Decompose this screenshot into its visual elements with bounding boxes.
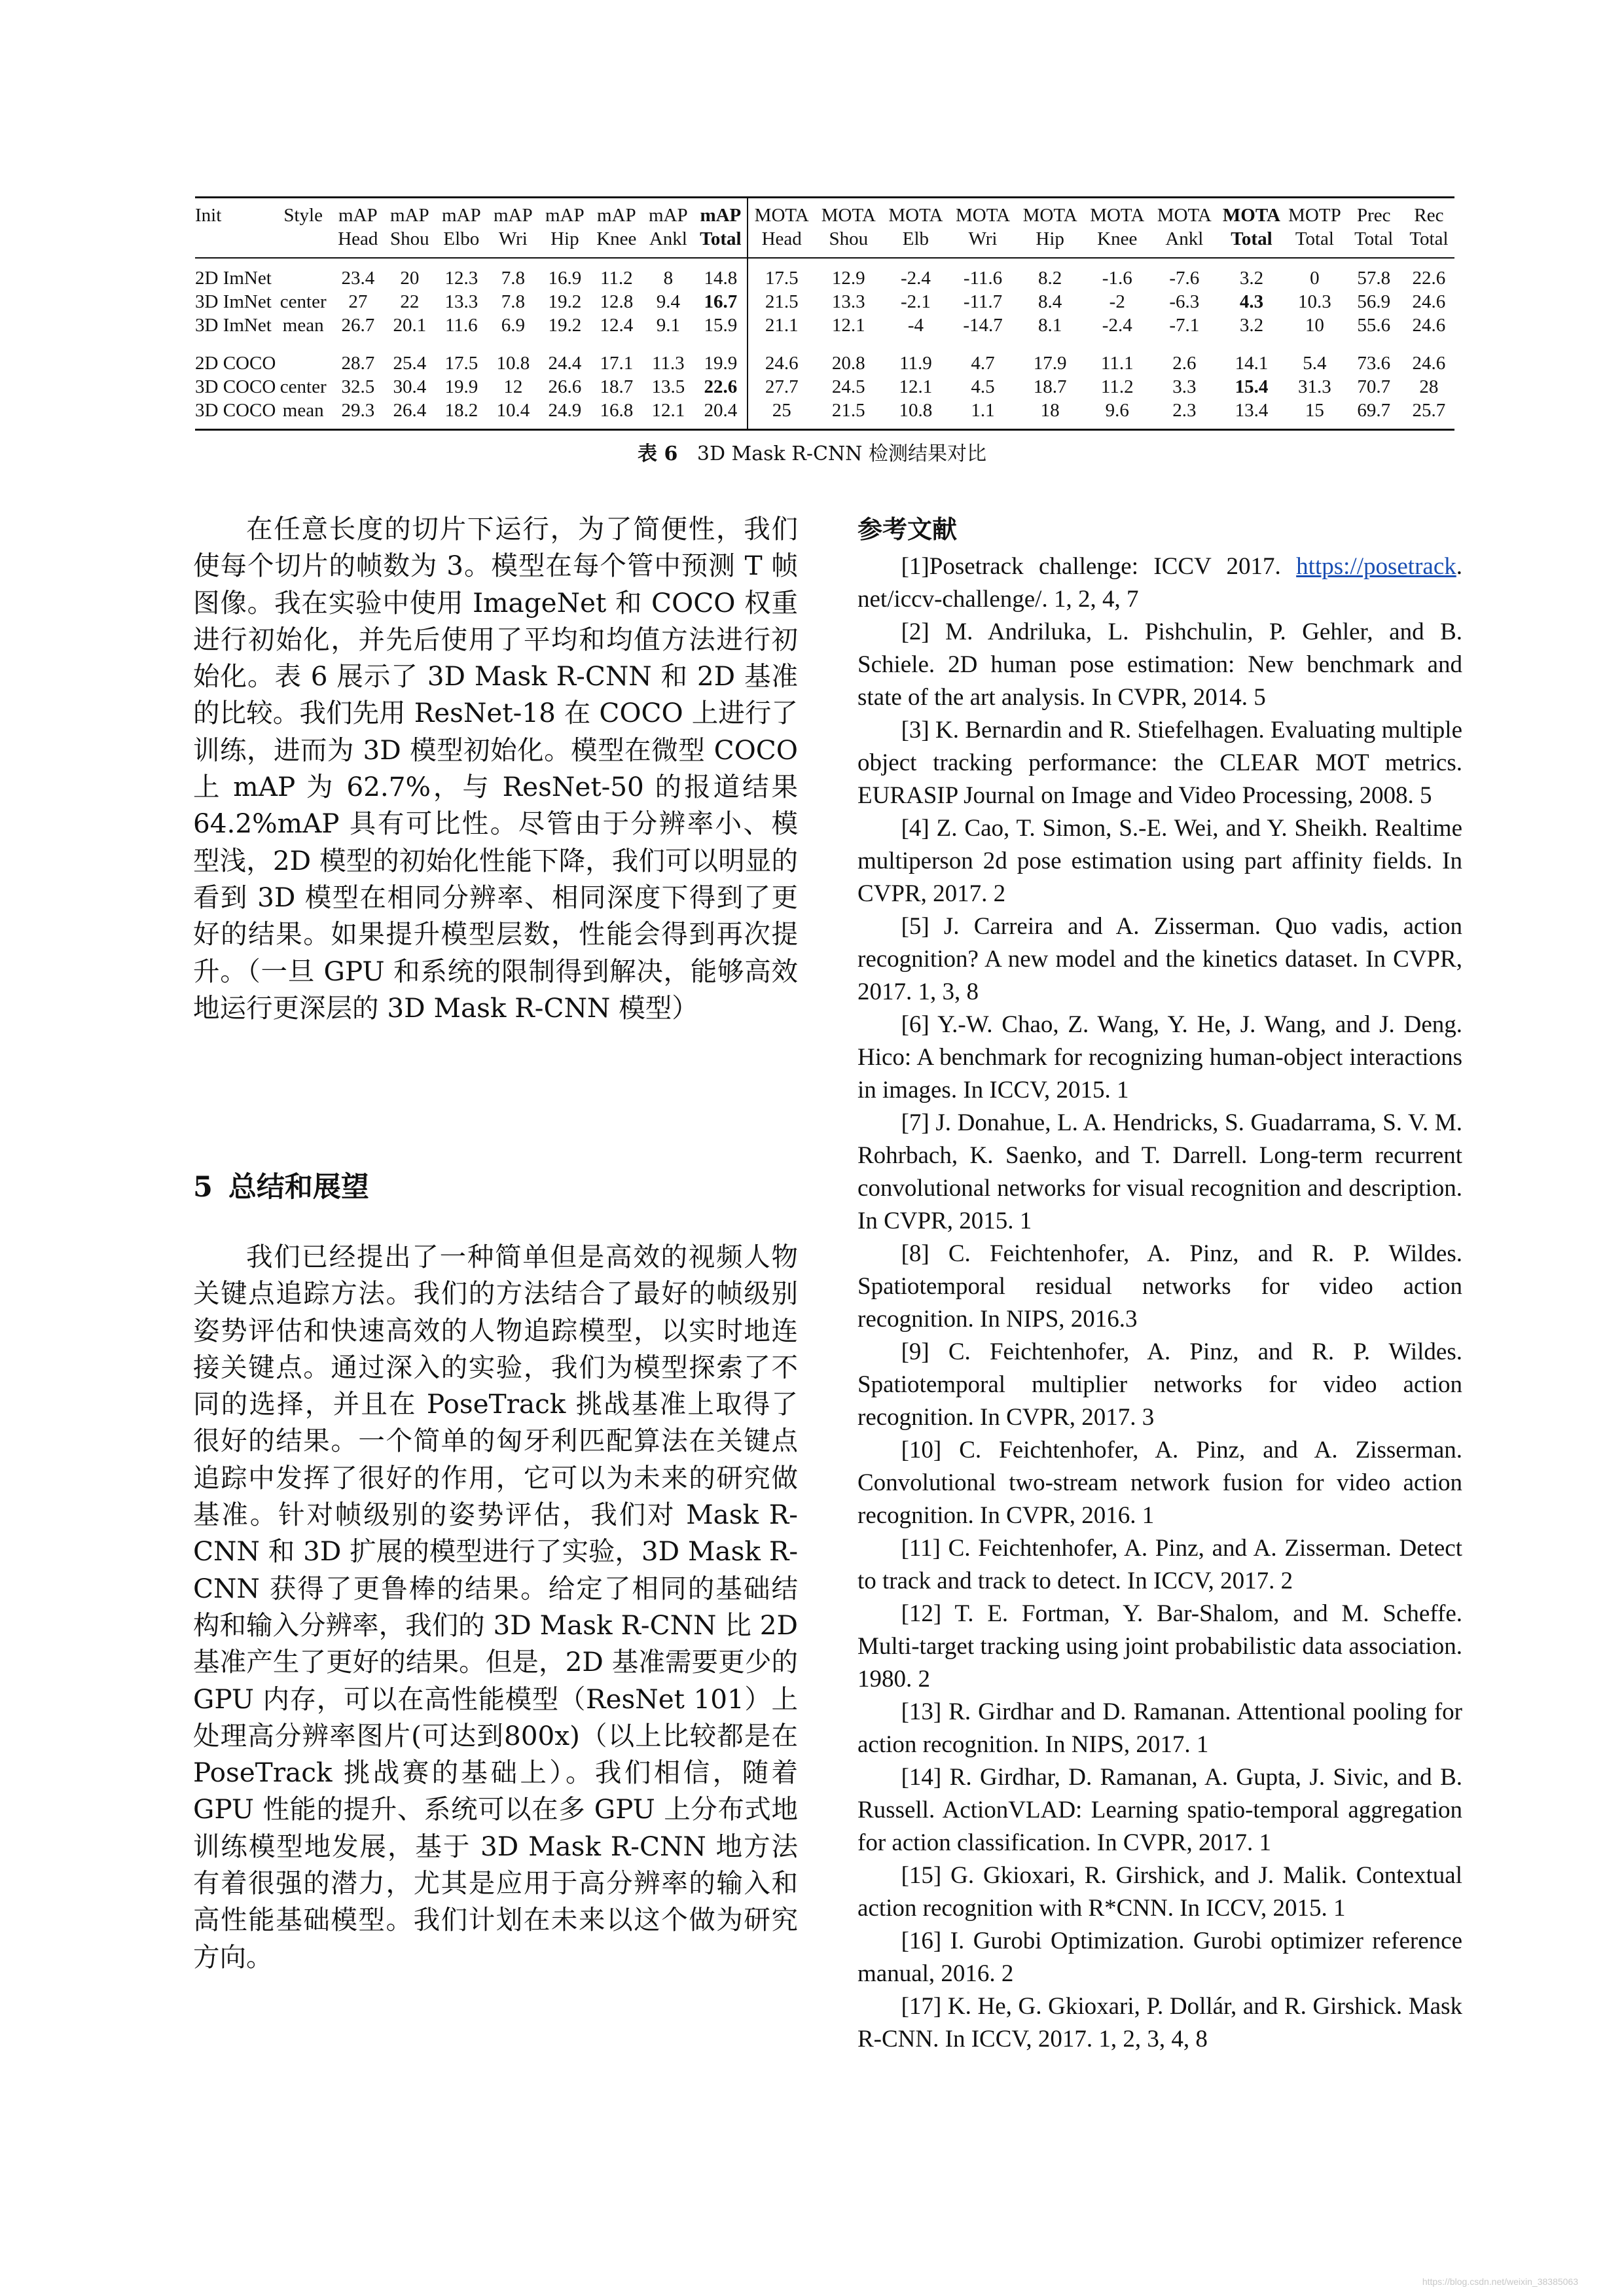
reference-item: [16] I. Gurobi Optimization. Gurobi optimizer reference manual, 2016. 2 <box>857 1928 1462 1987</box>
reference-item: [5] J. Carreira and A. Zisserman. Quo vadis, action recognition? A new model and the kinetics dataset. In CVPR, 2017. 1, 3, 8 <box>857 913 1462 1005</box>
column-header: Shou <box>389 228 429 249</box>
table-cell: 14.1 <box>1235 353 1269 374</box>
column-header: Style <box>283 205 323 226</box>
table-cell: 12.3 <box>444 268 478 289</box>
reference-item: [3] K. Bernardin and R. Stiefelhagen. Evaluating multiple object tracking performance: the CLEAR MOT metrics. EURASIP Journal on Image and Video Processing, 2008. 5 <box>857 717 1462 809</box>
table-cell: 6.9 <box>501 315 525 336</box>
table-cell: 10.8 <box>899 400 933 421</box>
column-header: Wri <box>968 228 998 249</box>
table-cell: 24.5 <box>831 376 865 397</box>
reference-item: [6] Y.-W. Chao, Z. Wang, Y. He, J. Wang, and J. Deng. Hico: A benchmark for recognizing human-object interactions in images. In ICCV, 2015. 1 <box>857 1011 1462 1103</box>
table-cell: 7.8 <box>501 291 525 312</box>
table-cell: 4.7 <box>971 353 995 374</box>
table-cell: 29.3 <box>341 400 375 421</box>
table-cell: 56.9 <box>1357 291 1391 312</box>
table-cell: 9.6 <box>1105 400 1129 421</box>
column-header: MOTP <box>1288 205 1341 226</box>
table-cell: 55.6 <box>1357 315 1391 336</box>
column-header: MOTA <box>1090 205 1145 226</box>
column-header: Knee <box>596 228 637 249</box>
table-row <box>195 258 1454 290</box>
table-cell: 26.4 <box>393 400 427 421</box>
table-cell: -7.6 <box>1169 268 1200 289</box>
table-cell: 14.8 <box>704 268 738 289</box>
column-header: Total <box>1295 228 1334 249</box>
table-cell: 24.4 <box>548 353 582 374</box>
table-row <box>195 314 1454 344</box>
table-cell: 11.9 <box>899 353 932 374</box>
row-style-label: mean <box>282 315 324 336</box>
row-style-label <box>274 344 332 375</box>
reference-item: [9] C. Feichtenhofer, A. Pinz, and R. P. Wildes. Spatiotemporal multiplier networks for video action recognition. In CVPR, 2017. 3 <box>857 1338 1462 1431</box>
watermark-url: https://blog.csdn.net/weixin_38385063 <box>1422 2276 1578 2287</box>
table-cell: 17.5 <box>444 353 478 374</box>
column-header: Ankl <box>649 228 687 249</box>
reference-item: [8] C. Feichtenhofer, A. Pinz, and R. P. Wildes. Spatiotemporal residual networks for video action recognition. In NIPS, 2016.3 <box>857 1240 1462 1333</box>
table-cell: 27 <box>348 291 368 312</box>
table-group-coco <box>195 344 1454 430</box>
reference-item: [12] T. E. Fortman, Y. Bar-Shalom, and M. Scheffe. Multi-target tracking using joint probabilistic data association. 1980. 2 <box>857 1600 1462 1693</box>
table-cell: 16.7 <box>704 291 738 312</box>
table-cell: 30.4 <box>393 376 427 397</box>
table-cell: 18 <box>1040 400 1060 421</box>
table-cell: 26.6 <box>548 376 582 397</box>
table-cell: 26.7 <box>341 315 375 336</box>
reference-item: [17] K. He, G. Gkioxari, P. Dollár, and R. Girshick. Mask R-CNN. In ICCV, 2017. 1, 2, 3, 4, 8 <box>857 1993 1462 2053</box>
column-header: Total <box>700 228 742 249</box>
reference-item: [7] J. Donahue, L. A. Hendricks, S. Guadarrama, S. V. M. Rohrbach, K. Saenko, and T. Darrell. Long-term recurrent convolutional networks for visual recognition and description. In CVPR, 2015. 1 <box>857 1109 1462 1234</box>
table-cell: 28 <box>1419 376 1439 397</box>
table-cell: 4.3 <box>1239 291 1264 312</box>
table-cell: 25 <box>748 399 815 430</box>
references-column <box>857 514 1462 2056</box>
column-header: Hip <box>1036 228 1064 249</box>
table-cell: 10.3 <box>1298 291 1331 312</box>
table-cell: 13.3 <box>444 291 478 312</box>
table-cell: 18.7 <box>600 376 634 397</box>
table-cell: -11.7 <box>963 291 1003 312</box>
table-cell: 15.4 <box>1235 376 1269 397</box>
column-header: mAP <box>493 205 533 226</box>
table-cell: -14.7 <box>963 315 1003 336</box>
row-style-label: center <box>280 376 327 397</box>
results-table-container <box>195 196 1454 431</box>
column-header: MOTA <box>1222 205 1280 226</box>
column-header: mAP <box>389 205 429 226</box>
table-cell: 11.3 <box>651 353 685 374</box>
table-caption <box>0 437 1624 466</box>
table-cell: -1.6 <box>1102 268 1132 289</box>
table-cell: 0 <box>1310 268 1320 289</box>
table-cell: 8.1 <box>1038 315 1062 336</box>
table-cell: 25.4 <box>393 353 427 374</box>
table-cell: -7.1 <box>1169 315 1200 336</box>
table-cell: 24.6 <box>1412 315 1446 336</box>
row-style-label: mean <box>282 400 324 421</box>
references-title: 参考文献 <box>857 514 958 544</box>
column-header: Elb <box>902 228 929 249</box>
table-cell: 13.3 <box>831 291 865 312</box>
column-header: Ankl <box>1165 228 1204 249</box>
column-header: Head <box>338 228 378 249</box>
table-cell: -2.4 <box>900 268 931 289</box>
table-cell: 3.2 <box>1239 268 1264 289</box>
table-cell: 1.1 <box>971 400 995 421</box>
column-header: MOTA <box>821 205 876 226</box>
reference-item: [10] C. Feichtenhofer, A. Pinz, and A. Zisserman. Convolutional two-stream network fusion for video action recognition. In CVPR, 2016. 1 <box>857 1437 1462 1529</box>
table-cell: 24.6 <box>748 344 815 375</box>
column-header: Total <box>1231 228 1272 249</box>
table-cell: -2.1 <box>900 291 931 312</box>
column-header: Head <box>748 227 815 258</box>
table-cell: 10.8 <box>496 353 530 374</box>
table-cell: 13.4 <box>1235 400 1269 421</box>
table-cell: 12 <box>503 376 523 397</box>
column-header: Prec <box>1356 205 1391 226</box>
row-init-label: 3D ImNet <box>195 291 272 312</box>
table-cell: 69.7 <box>1357 400 1391 421</box>
column-header: Init <box>195 205 222 226</box>
table-header-row <box>195 198 1454 228</box>
reference-item: [4] Z. Cao, T. Simon, S.-E. Wei, and Y. Sheikh. Realtime multiperson 2d pose estimation using part affinity fields. In CVPR, 2017. 2 <box>857 815 1462 907</box>
table-row <box>195 375 1454 399</box>
table-cell: 4.5 <box>971 376 995 397</box>
table-cell: 11.2 <box>1100 376 1134 397</box>
table-cell: 25.7 <box>1412 400 1446 421</box>
table-cell: 9.1 <box>656 315 680 336</box>
table-cell: 17.9 <box>1033 353 1067 374</box>
table-cell: 18.7 <box>1033 376 1067 397</box>
table-cell: 18.2 <box>444 400 478 421</box>
column-header: mAP <box>648 205 688 226</box>
column-header: Knee <box>1097 228 1138 249</box>
results-table <box>195 196 1454 431</box>
caption-label: 表 6 <box>638 442 678 465</box>
column-header: mAP <box>441 205 481 226</box>
left-column <box>193 511 798 1973</box>
table-cell: 73.6 <box>1357 353 1391 374</box>
column-header: Elbo <box>443 228 480 249</box>
table-cell: -4 <box>907 315 924 336</box>
row-style-label: center <box>280 291 327 312</box>
table-cell: 11.6 <box>444 315 478 336</box>
table-header <box>195 198 1454 259</box>
table-cell: 8.4 <box>1038 291 1062 312</box>
table-cell: 8 <box>663 268 674 289</box>
reference-item: [15] G. Gkioxari, R. Girshick, and J. Malik. Contextual action recognition with R*CNN. In ICCV, 2015. 1 <box>857 1862 1462 1922</box>
column-header <box>195 227 274 258</box>
table-cell: 15 <box>1305 400 1324 421</box>
table-cell: 12.1 <box>831 315 865 336</box>
column-header: MOTA <box>1157 205 1212 226</box>
table-row <box>195 399 1454 430</box>
reference-item: [13] R. Girdhar and D. Ramanan. Attentional pooling for action recognition. In NIPS, 2017. 1 <box>857 1698 1462 1758</box>
table-cell: 13.5 <box>651 376 685 397</box>
table-cell: -2 <box>1109 291 1125 312</box>
table-cell: 21.5 <box>831 400 865 421</box>
table-cell: 17.1 <box>600 353 634 374</box>
table-row <box>195 344 1454 375</box>
reference-list <box>857 616 1462 2056</box>
table-cell: 22.6 <box>704 376 738 397</box>
table-cell: 5.4 <box>1303 353 1327 374</box>
table-cell: 57.8 <box>1357 268 1391 289</box>
table-cell: 21.1 <box>748 314 815 344</box>
column-header: MOTA <box>748 198 815 228</box>
table-cell: 24.6 <box>1412 291 1446 312</box>
table-cell: 9.4 <box>656 291 680 312</box>
table-cell: -6.3 <box>1169 291 1200 312</box>
table-cell: 20.8 <box>831 353 865 374</box>
column-header: mAP <box>596 205 636 226</box>
table-cell: 19.9 <box>444 376 478 397</box>
table-cell: 12.4 <box>600 315 634 336</box>
table-cell: 21.5 <box>748 290 815 314</box>
section-heading <box>193 1165 369 1205</box>
table-cell: 2.3 <box>1172 400 1197 421</box>
table-cell: 20.1 <box>393 315 427 336</box>
caption-text: 3D Mask R-CNN 检测结果对比 <box>696 442 986 465</box>
column-header: mAP <box>338 205 378 226</box>
reference-item: [11] C. Feichtenhofer, A. Pinz, and A. Zisserman. Detect to track and track to detect. In ICCV, 2017. 2 <box>857 1535 1462 1594</box>
table-cell: 12.1 <box>899 376 933 397</box>
section-number: 5 <box>193 1171 213 1204</box>
column-header: Hip <box>550 228 579 249</box>
reference-item: [2] M. Andriluka, L. Pishchulin, P. Gehler, and B. Schiele. 2D human pose estimation: New benchmark and state of the art analysis. In CVPR, 2014. 5 <box>857 619 1462 711</box>
reference-1-prefix: [1]Posetrack challenge: ICCV 2017. <box>901 553 1297 580</box>
column-header: Wri <box>498 228 528 249</box>
table-cell: 24.6 <box>1412 353 1446 374</box>
table-cell: 70.7 <box>1357 376 1391 397</box>
table-cell: 31.3 <box>1298 376 1331 397</box>
table-cell: 12.8 <box>600 291 634 312</box>
table-cell: 24.9 <box>548 400 582 421</box>
column-header: mAP <box>545 205 585 226</box>
table-row <box>195 290 1454 314</box>
column-header: MOTA <box>888 205 943 226</box>
row-init-label: 3D COCO <box>195 400 276 421</box>
table-cell: 20 <box>400 268 420 289</box>
table-cell: 11.1 <box>1100 353 1134 374</box>
table-cell: 3.2 <box>1239 315 1264 336</box>
table-cell: 17.5 <box>748 258 815 290</box>
table-cell: 11.2 <box>600 268 633 289</box>
table-cell: 12.9 <box>831 268 865 289</box>
table-cell: 23.4 <box>341 268 375 289</box>
row-init-label: 3D ImNet <box>195 315 272 336</box>
table-cell: 10.4 <box>496 400 530 421</box>
table-cell: 19.2 <box>548 291 582 312</box>
posetrack-link[interactable]: https://posetrack <box>1296 553 1456 580</box>
column-header: Total <box>1409 228 1449 249</box>
column-header: Shou <box>829 228 869 249</box>
row-init-label: 2D ImNet <box>195 268 272 289</box>
table-cell: -2.4 <box>1102 315 1132 336</box>
table-cell: 19.2 <box>548 315 582 336</box>
table-cell: 19.9 <box>704 353 738 374</box>
column-header: Rec <box>1414 205 1444 226</box>
row-init-label: 3D COCO <box>195 376 276 397</box>
table-cell: -11.6 <box>963 268 1003 289</box>
table-cell: 16.8 <box>600 400 634 421</box>
table-cell: 8.2 <box>1038 268 1062 289</box>
table-cell: 7.8 <box>501 268 525 289</box>
row-init-label: 2D COCO <box>195 353 276 374</box>
table-group-imagenet <box>195 258 1454 344</box>
column-header <box>274 227 332 258</box>
table-cell: 22 <box>400 291 420 312</box>
column-header: mAP <box>700 205 742 226</box>
column-header: MOTA <box>955 205 1011 226</box>
table-cell: 28.7 <box>341 353 375 374</box>
paragraph-conclusion: 我们已经提出了一种简单但是高效的视频人物关键点追踪方法。我们的方法结合了最好的帧级别姿势评估和快速高效的人物追踪模型，以实时地连接关键点。通过深入的实验，我们为模型探索了不同的选择，并且在 PoseTrack 挑战基准上取得了很好的结果。一个简单的匈牙利匹配算法在关键点追踪中发挥了很好的作用，它可以为未来的研究做基准。针对帧级别的姿势评估，我们对 Mask R-CNN 和 3D 扩展的模型进行了实验，3D Mask R-CNN 获得了更鲁棒的结果。给定了相同的基础结构和输入分辨率，我们的 3D Mask R-CNN 比 2D 基准产生了更好的结果。但是，2D 基准需要更少的 GPU 内存，可以在高性能模型（ResNet 101）上处理高分辨率图片(可达到800x)（以上比较都是在 PoseTrack 挑战赛的基础上）。我们相信，随着 GPU 性能的提升、系统可以在多 GPU 上分布式地训练模型地发展，基于 3D Mask R-CNN 地方法有着很强的潜力，尤其是应用于高分辨率的输入和高性能基础模型。我们计划在未来以这个做为研究方向。 <box>193 1241 798 1973</box>
table-cell: 22.6 <box>1412 268 1446 289</box>
table-cell: 3.3 <box>1172 376 1197 397</box>
table-cell: 27.7 <box>748 375 815 399</box>
table-cell: 20.4 <box>704 400 738 421</box>
table-cell: 16.9 <box>548 268 582 289</box>
table-cell: 2.6 <box>1172 353 1197 374</box>
reference-1-suffix: . net/iccv-challenge/. 1, 2, 4, 7 <box>857 553 1462 613</box>
table-cell: 15.9 <box>704 315 738 336</box>
table-cell: 10 <box>1305 315 1324 336</box>
reference-item: [14] R. Girdhar, D. Ramanan, A. Gupta, J. Sivic, and B. Russell. ActionVLAD: Learning spatio-temporal aggregation for action classification. In CVPR, 2017. 1 <box>857 1764 1462 1856</box>
table-cell: 12.1 <box>651 400 685 421</box>
paragraph-experiments: 在任意长度的切片下运行，为了简便性，我们使每个切片的帧数为 3。模型在每个管中预测 T 帧图像。我在实验中使用 ImageNet 和 COCO 权重进行初始化，并先后使用了平均和均值方法进行初始化。表 6 展示了 3D Mask R-CNN 和 2D 基准的比较。我们先用 ResNet-18 在 COCO 上进行了训练，进而为 3D 模型初始化。模型在微型 COCO 上 mAP 为 62.7%，与 ResNet-50 的报道结果 64.2%mAP 具有可比性。尽管由于分辨率小、模型浅，2D 模型的初始化性能下降，我们可以明显的看到 3D 模型在相同分辨率、相同深度下得到了更好的结果。如果提升模型层数，性能会得到再次提升。（一旦 GPU 和系统的限制得到解决，能够高效地运行更深层的 3D Mask R-CNN 模型） <box>193 513 798 1024</box>
table-cell: 32.5 <box>341 376 375 397</box>
column-header: MOTA <box>1022 205 1077 226</box>
reference-item <box>857 550 1462 616</box>
section-title: 总结和展望 <box>228 1171 369 1204</box>
column-header: Total <box>1354 228 1394 249</box>
row-style-label <box>274 258 332 290</box>
table-header-row <box>195 227 1454 258</box>
